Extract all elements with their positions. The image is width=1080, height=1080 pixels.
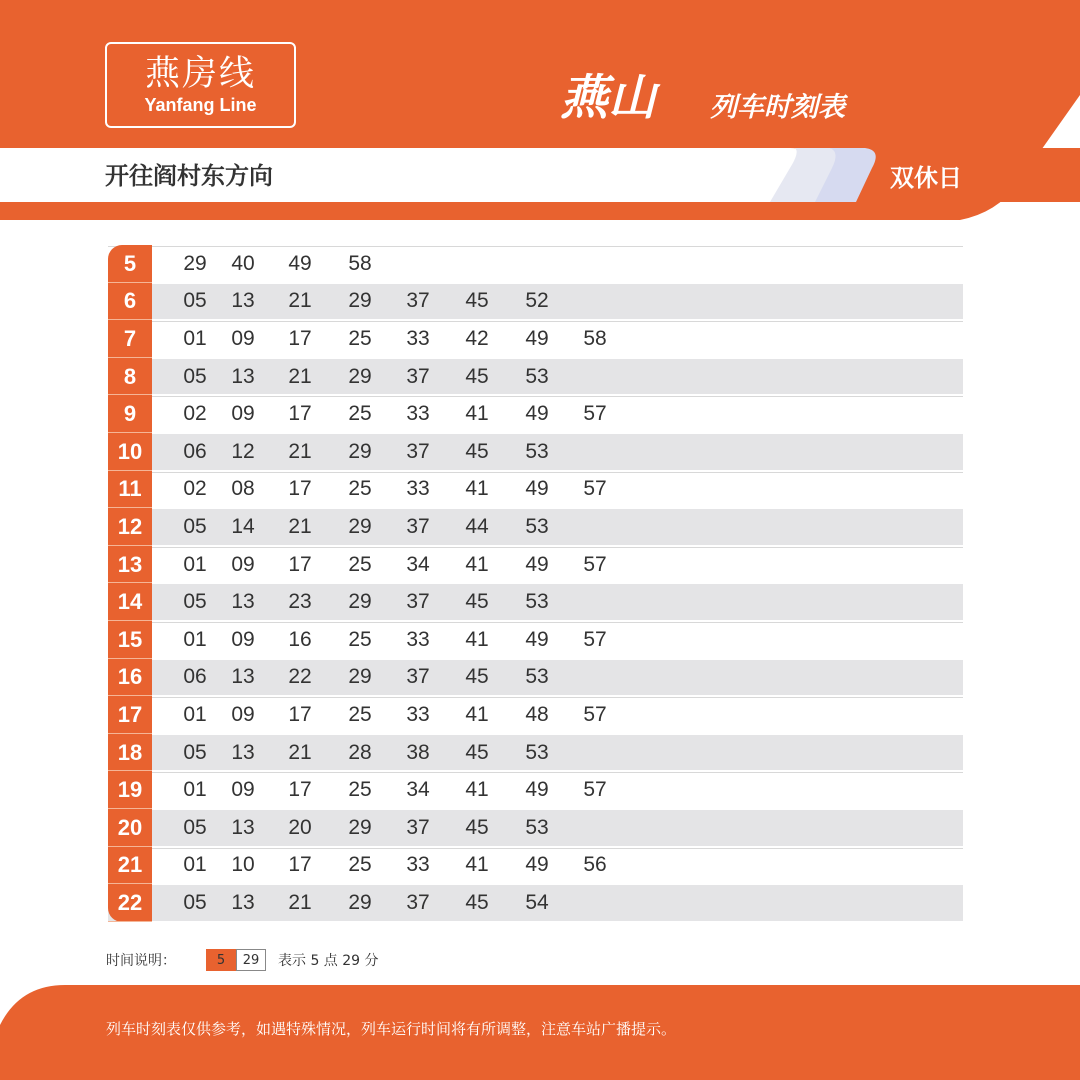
timetable-row <box>108 433 963 471</box>
minute-cell: 58 <box>583 326 607 350</box>
minute-cell: 29 <box>348 590 372 614</box>
minute-cell: 57 <box>583 477 607 501</box>
minute-cell: 17 <box>288 326 312 350</box>
minutes-list <box>108 809 963 847</box>
minute-cell: 01 <box>183 702 207 726</box>
minute-cell: 20 <box>288 815 312 839</box>
hour-cell: 17 <box>108 696 152 734</box>
line-name-zh: 燕房线 <box>144 54 256 94</box>
timetable-row <box>108 508 963 546</box>
minute-cell: 49 <box>525 778 549 802</box>
minute-cell: 23 <box>288 590 312 614</box>
minute-cell: 21 <box>288 740 312 764</box>
minutes-list <box>108 771 963 809</box>
minute-cell: 13 <box>231 665 255 689</box>
minute-cell: 49 <box>525 402 549 426</box>
hour-cell: 15 <box>108 621 152 659</box>
minutes-list <box>108 471 963 509</box>
legend-description: 表示 5 点 29 分 <box>278 953 379 969</box>
minute-cell: 21 <box>288 364 312 388</box>
minute-cell: 02 <box>183 402 207 426</box>
minute-cell: 22 <box>288 665 312 689</box>
timetable-row <box>108 847 963 885</box>
timetable-row <box>108 771 963 809</box>
minutes-list <box>108 884 963 922</box>
hour-cell: 10 <box>108 433 152 471</box>
minutes-list <box>108 734 963 772</box>
hour-cell: 16 <box>108 659 152 697</box>
minute-cell: 13 <box>231 364 255 388</box>
timetable-row <box>108 583 963 621</box>
minute-cell: 41 <box>465 477 489 501</box>
minute-cell: 25 <box>348 477 372 501</box>
minute-cell: 45 <box>465 364 489 388</box>
minute-cell: 09 <box>231 402 255 426</box>
minute-cell: 21 <box>288 289 312 313</box>
minute-cell: 09 <box>231 326 255 350</box>
hour-cell: 12 <box>108 508 152 546</box>
minute-cell: 53 <box>525 439 549 463</box>
minute-cell: 01 <box>183 552 207 576</box>
minute-cell: 57 <box>583 778 607 802</box>
minutes-list <box>108 847 963 885</box>
timetable-row <box>108 283 963 321</box>
minute-cell: 49 <box>525 853 549 877</box>
minute-cell: 45 <box>465 590 489 614</box>
minutes-list <box>108 358 963 396</box>
minute-cell: 06 <box>183 439 207 463</box>
minute-cell: 05 <box>183 590 207 614</box>
minutes-list <box>108 696 963 734</box>
minute-cell: 45 <box>465 815 489 839</box>
minute-cell: 38 <box>406 740 430 764</box>
minute-cell: 52 <box>525 289 549 313</box>
minute-cell: 57 <box>583 627 607 651</box>
minute-cell: 06 <box>183 665 207 689</box>
minute-cell: 08 <box>231 477 255 501</box>
minute-cell: 13 <box>231 815 255 839</box>
minute-cell: 05 <box>183 364 207 388</box>
minute-cell: 25 <box>348 402 372 426</box>
hour-cell: 14 <box>108 583 152 621</box>
minute-cell: 41 <box>465 702 489 726</box>
minute-cell: 45 <box>465 665 489 689</box>
minute-cell: 49 <box>288 251 312 275</box>
timetable-row <box>108 395 963 433</box>
minute-cell: 57 <box>583 702 607 726</box>
minute-cell: 29 <box>348 364 372 388</box>
hour-cell: 5 <box>108 245 152 283</box>
legend <box>106 948 379 972</box>
hour-cell: 21 <box>108 847 152 885</box>
minutes-list <box>108 320 963 358</box>
hour-cell: 8 <box>108 358 152 396</box>
timetable-row <box>108 245 963 283</box>
minute-cell: 05 <box>183 815 207 839</box>
minute-cell: 49 <box>525 552 549 576</box>
minute-cell: 48 <box>525 702 549 726</box>
minute-cell: 01 <box>183 853 207 877</box>
minute-cell: 29 <box>348 514 372 538</box>
minute-cell: 37 <box>406 590 430 614</box>
minute-cell: 37 <box>406 289 430 313</box>
minute-cell: 17 <box>288 702 312 726</box>
legend-example-hour: 5 <box>206 949 236 971</box>
minute-cell: 21 <box>288 890 312 914</box>
footer-notice: 列车时刻表仅供参考，如遇特殊情况，列车运行时间将有所调整，注意车站广播提示。 <box>106 1020 677 1038</box>
minute-cell: 49 <box>525 627 549 651</box>
legend-example-minute: 29 <box>236 949 266 971</box>
minutes-list <box>108 659 963 697</box>
minute-cell: 17 <box>288 402 312 426</box>
timetable-row <box>108 696 963 734</box>
minute-cell: 05 <box>183 740 207 764</box>
minute-cell: 01 <box>183 627 207 651</box>
minute-cell: 58 <box>348 251 372 275</box>
hour-cell: 13 <box>108 546 152 584</box>
hour-cell: 7 <box>108 320 152 358</box>
timetable <box>108 245 963 922</box>
minute-cell: 34 <box>406 778 430 802</box>
minute-cell: 44 <box>465 514 489 538</box>
minute-cell: 45 <box>465 439 489 463</box>
minute-cell: 45 <box>465 890 489 914</box>
minute-cell: 49 <box>525 477 549 501</box>
minute-cell: 33 <box>406 853 430 877</box>
minute-cell: 37 <box>406 439 430 463</box>
minute-cell: 02 <box>183 477 207 501</box>
minute-cell: 13 <box>231 740 255 764</box>
day-type-label: 双休日 <box>890 164 962 192</box>
line-badge <box>105 42 296 128</box>
minute-cell: 33 <box>406 326 430 350</box>
timetable-row <box>108 546 963 584</box>
minutes-list <box>108 395 963 433</box>
minute-cell: 33 <box>406 402 430 426</box>
minute-cell: 17 <box>288 552 312 576</box>
minutes-list <box>108 433 963 471</box>
timetable-row <box>108 809 963 847</box>
minute-cell: 57 <box>583 402 607 426</box>
minute-cell: 34 <box>406 552 430 576</box>
minute-cell: 01 <box>183 778 207 802</box>
hour-cell: 20 <box>108 809 152 847</box>
line-name-en: Yanfang Line <box>144 95 257 115</box>
minute-cell: 33 <box>406 477 430 501</box>
minutes-list <box>108 546 963 584</box>
minute-cell: 17 <box>288 853 312 877</box>
hour-cell: 6 <box>108 283 152 321</box>
minute-cell: 56 <box>583 853 607 877</box>
minute-cell: 28 <box>348 740 372 764</box>
minute-cell: 41 <box>465 552 489 576</box>
timetable-row <box>108 358 963 396</box>
timetable-row <box>108 734 963 772</box>
minute-cell: 33 <box>406 702 430 726</box>
minute-cell: 41 <box>465 627 489 651</box>
minute-cell: 29 <box>348 289 372 313</box>
minute-cell: 37 <box>406 514 430 538</box>
minute-cell: 53 <box>525 815 549 839</box>
hour-cell: 9 <box>108 395 152 433</box>
minute-cell: 33 <box>406 627 430 651</box>
minute-cell: 45 <box>465 740 489 764</box>
minute-cell: 25 <box>348 552 372 576</box>
minute-cell: 57 <box>583 552 607 576</box>
minute-cell: 37 <box>406 665 430 689</box>
minute-cell: 41 <box>465 778 489 802</box>
minute-cell: 29 <box>348 815 372 839</box>
minute-cell: 21 <box>288 514 312 538</box>
minute-cell: 54 <box>525 890 549 914</box>
minute-cell: 29 <box>183 251 207 275</box>
minute-cell: 10 <box>231 853 255 877</box>
legend-label: 时间说明： <box>106 953 176 969</box>
minute-cell: 37 <box>406 815 430 839</box>
minute-cell: 14 <box>231 514 255 538</box>
timetable-row <box>108 320 963 358</box>
minute-cell: 25 <box>348 326 372 350</box>
minute-cell: 42 <box>465 326 489 350</box>
minutes-list <box>108 621 963 659</box>
minute-cell: 41 <box>465 853 489 877</box>
minute-cell: 53 <box>525 665 549 689</box>
minute-cell: 12 <box>231 439 255 463</box>
hour-cell: 22 <box>108 884 152 922</box>
direction-label: 开往阎村东方向 <box>105 162 273 190</box>
minute-cell: 05 <box>183 514 207 538</box>
minute-cell: 05 <box>183 890 207 914</box>
minute-cell: 25 <box>348 778 372 802</box>
timetable-row <box>108 471 963 509</box>
minute-cell: 09 <box>231 702 255 726</box>
hour-cell: 11 <box>108 471 152 509</box>
minute-cell: 41 <box>465 402 489 426</box>
minute-cell: 13 <box>231 890 255 914</box>
minute-cell: 05 <box>183 289 207 313</box>
minute-cell: 25 <box>348 853 372 877</box>
minute-cell: 09 <box>231 778 255 802</box>
hour-cell: 18 <box>108 734 152 772</box>
minute-cell: 16 <box>288 627 312 651</box>
minute-cell: 13 <box>231 590 255 614</box>
minute-cell: 29 <box>348 890 372 914</box>
minute-cell: 53 <box>525 590 549 614</box>
minute-cell: 21 <box>288 439 312 463</box>
timetable-row <box>108 884 963 922</box>
minutes-list <box>108 283 963 321</box>
hour-cell: 19 <box>108 771 152 809</box>
minute-cell: 53 <box>525 364 549 388</box>
page-subtitle: 列车时刻表 <box>710 92 845 123</box>
station-name: 燕山 <box>560 70 657 126</box>
minute-cell: 25 <box>348 627 372 651</box>
minute-cell: 29 <box>348 665 372 689</box>
minute-cell: 40 <box>231 251 255 275</box>
minute-cell: 09 <box>231 552 255 576</box>
minute-cell: 09 <box>231 627 255 651</box>
minute-cell: 45 <box>465 289 489 313</box>
timetable-row <box>108 659 963 697</box>
minute-cell: 53 <box>525 514 549 538</box>
minute-cell: 37 <box>406 890 430 914</box>
minutes-list <box>108 583 963 621</box>
minute-cell: 49 <box>525 326 549 350</box>
minutes-list <box>108 508 963 546</box>
minutes-list <box>108 245 963 283</box>
minute-cell: 25 <box>348 702 372 726</box>
minute-cell: 53 <box>525 740 549 764</box>
minute-cell: 29 <box>348 439 372 463</box>
timetable-row <box>108 621 963 659</box>
minute-cell: 17 <box>288 477 312 501</box>
minute-cell: 13 <box>231 289 255 313</box>
minute-cell: 37 <box>406 364 430 388</box>
minute-cell: 01 <box>183 326 207 350</box>
minute-cell: 17 <box>288 778 312 802</box>
